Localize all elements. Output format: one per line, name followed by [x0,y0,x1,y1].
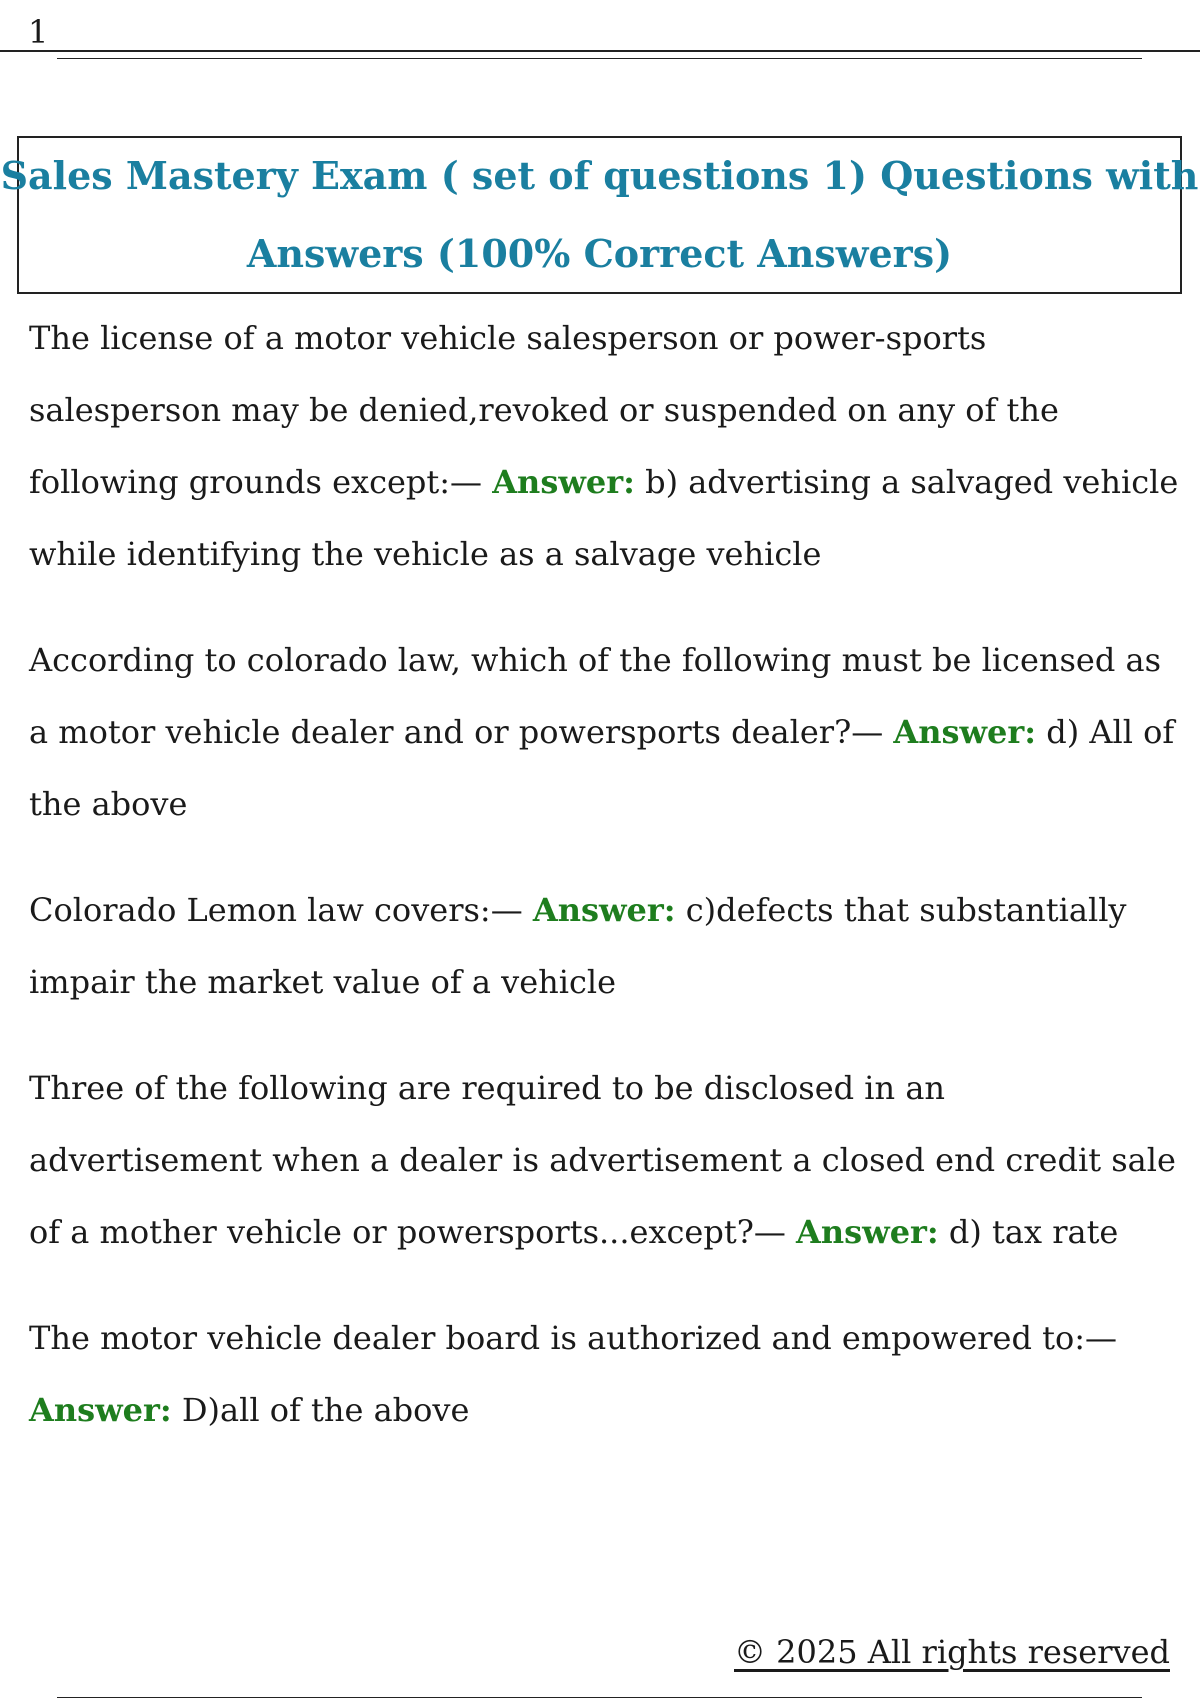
page-title-line-1: Sales Mastery Exam ( set of questions 1) Questions with [0,153,1199,198]
answer-text: D)all of the above [181,1391,470,1429]
answer-text: d) tax rate [948,1213,1119,1251]
question-text: Colorado Lemon law covers:— [29,891,523,929]
answer-label: Answer: [893,713,1037,751]
qa-item [29,624,1179,840]
footer-rule [57,1697,1142,1698]
answer-text: d) All of the above [29,713,1175,823]
page-title-line-2: Answers (100% Correct Answers) [246,231,953,276]
answer-text: b) advertising a salvaged vehicle while identifying the vehicle as a salvage vehicle [29,463,1179,573]
answer-label: Answer: [29,1391,172,1429]
question-text: The motor vehicle dealer board is authorized and empowered to:— [29,1319,1118,1357]
qa-item [29,1052,1179,1268]
copyright-footer: © 2025 All rights reserved [734,1633,1170,1671]
title-box [0,136,1199,294]
answer-label: Answer: [492,463,635,501]
qa-list [29,302,1179,1480]
answer-text: c)defects that substantially impair the market value of a vehicle [29,891,1127,1001]
question-text: According to colorado law, which of the following must be licensed as a motor vehicle dealer and or powersports dealer?— [29,641,1162,751]
qa-item [29,302,1179,590]
answer-label: Answer: [532,891,676,929]
header-rule-secondary [57,58,1142,59]
answer-label: Answer: [796,1213,939,1251]
page-number: 1 [28,13,49,51]
qa-item [29,874,1179,1018]
header-rule [0,50,1200,52]
qa-item [29,1302,1179,1446]
question-text: The license of a motor vehicle salesperson or power-sports salesperson may be denied,revoked or suspended on any of the following grounds except:— [29,319,1059,501]
question-text: Three of the following are required to be disclosed in an advertisement when a dealer is advertisement a closed end credit sale of a mother vehicle or powersports...except?— [29,1069,1176,1251]
